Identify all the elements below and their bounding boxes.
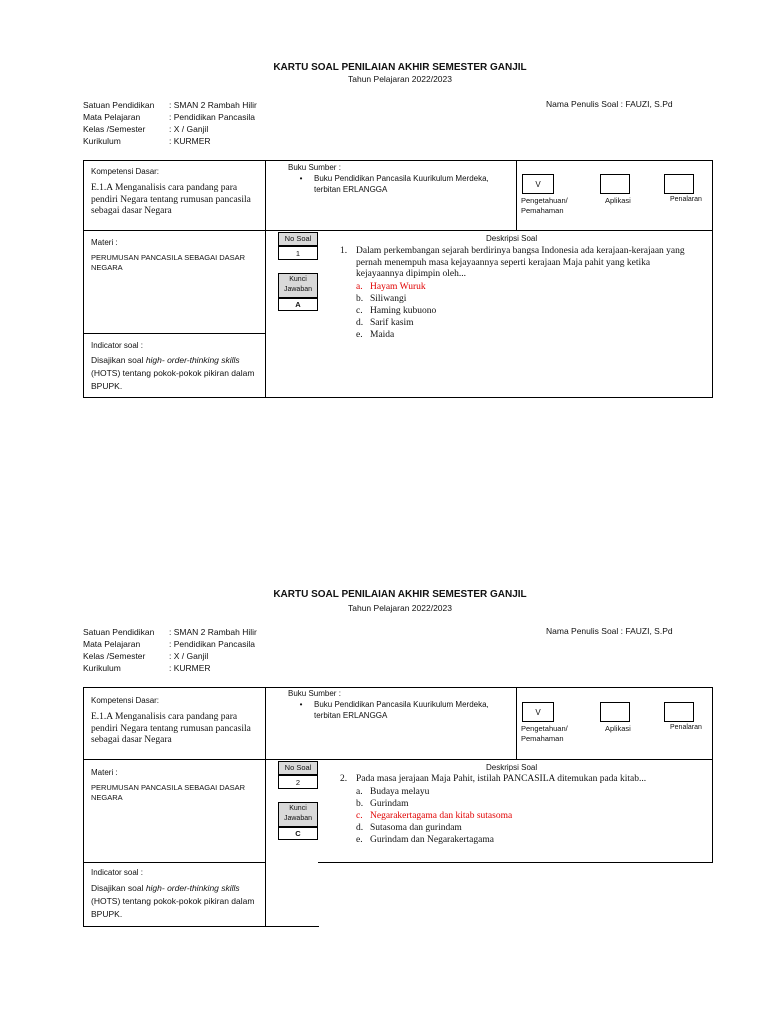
meta-value: : SMAN 2 Rambah Hilir xyxy=(169,100,257,110)
table-divider xyxy=(83,687,713,688)
meta-value: : X / Ganjil xyxy=(169,651,209,661)
deskripsi-label: Deskripsi Soal xyxy=(486,234,538,243)
materi-label: Materi : xyxy=(91,238,118,247)
no-soal-label: No Soal xyxy=(278,761,318,775)
meta-label: Satuan Pendidikan xyxy=(83,627,155,637)
meta-value: : KURMER xyxy=(169,663,211,673)
author-name: Nama Penulis Soal : FAUZI, S.Pd xyxy=(546,99,673,109)
buku-label: Buku Sumber : xyxy=(288,689,341,698)
deskripsi-label: Deskripsi Soal xyxy=(486,763,538,772)
meta-value: : SMAN 2 Rambah Hilir xyxy=(169,627,257,637)
table-divider xyxy=(83,926,319,927)
buku-cell xyxy=(288,689,513,721)
table-divider xyxy=(318,862,713,863)
option-a: a. Budaya melayu xyxy=(356,786,430,797)
level-label-penalaran: Penalaran xyxy=(670,196,702,203)
level-checkbox-penalaran[interactable] xyxy=(664,702,694,722)
level-label-aplikasi: Aplikasi xyxy=(605,724,631,733)
card-year: Tahun Pelajaran 2022/2023 xyxy=(348,603,452,613)
option-e: e. Maida xyxy=(356,329,395,340)
card-title: KARTU SOAL PENILAIAN AKHIR SEMESTER GANJIL xyxy=(273,589,527,600)
question-number: 2. xyxy=(340,774,348,784)
question-block xyxy=(340,246,708,341)
meta-label: Kurikulum xyxy=(83,663,121,673)
table-divider xyxy=(83,230,713,231)
meta-label: Kelas /Semester xyxy=(83,651,146,661)
level-checkbox-pengetahuan[interactable] xyxy=(522,174,554,194)
card-title: KARTU SOAL PENILAIAN AKHIR SEMESTER GANJIL xyxy=(273,62,527,73)
meta-value: : Pendidikan Pancasila xyxy=(169,112,256,122)
indicator-text: Disajikan soal high- order-thinking skills (HOTS) tentang pokok-pokok pikiran dalam BPUPK. xyxy=(91,883,255,919)
indicator-label: Indicator soal : xyxy=(91,341,144,350)
materi-text: PERUMUSAN PANCASILA SEBAGAI DASAR NEGARA xyxy=(91,783,246,802)
kunci-value: A xyxy=(278,298,318,311)
table-divider xyxy=(83,687,84,926)
option-b: b. Siliwangi xyxy=(356,293,407,304)
author-name: Nama Penulis Soal : FAUZI, S.Pd xyxy=(546,626,673,636)
table-divider xyxy=(265,687,266,926)
option-d: d. Sarif kasim xyxy=(356,317,414,328)
level-label-aplikasi: Aplikasi xyxy=(605,196,631,205)
kd-cell xyxy=(91,696,261,747)
card-meta xyxy=(83,626,257,674)
materi-cell xyxy=(91,768,261,803)
indicator-cell xyxy=(91,868,261,921)
kunci-label: Kunci Jawaban xyxy=(278,802,318,827)
option-c: c. Haming kubuono xyxy=(356,305,437,316)
indicator-cell xyxy=(91,341,261,393)
bullet-icon: • xyxy=(299,174,303,183)
materi-text: PERUMUSAN PANCASILA SEBAGAI DASAR NEGARA xyxy=(91,253,246,272)
kunci-value: C xyxy=(278,827,318,840)
kd-text: E.1.A Menganalisis cara pandang para pendiri Negara tentang rumusan pancasila sebagai dasar Negara xyxy=(91,183,251,216)
question-number: 1. xyxy=(340,246,348,256)
question-card-2 xyxy=(0,527,768,927)
question-text: Pada masa jerajaan Maja Pahit, istilah PANCASILA ditemukan pada kitab... xyxy=(356,774,647,784)
no-soal-value: 2 xyxy=(278,775,318,789)
level-label-pengetahuan: Pengetahuan/ Pemahaman xyxy=(521,724,568,743)
table-divider xyxy=(712,687,713,862)
buku-cell xyxy=(288,163,513,195)
card-year: Tahun Pelajaran 2022/2023 xyxy=(348,74,452,84)
level-checkbox-aplikasi[interactable] xyxy=(600,702,630,722)
question-card-1 xyxy=(0,0,768,400)
table-divider xyxy=(83,862,266,863)
meta-value: : X / Ganjil xyxy=(169,124,209,134)
question-text: Dalam perkembangan sejarah berdirinya bangsa Indonesia ada kerajaan-kerajaan yang pernah menempuh masa kejayaannya seperti kerajaan Maja pahit yang ketika kejayaannya dipimpin oleh... xyxy=(356,246,685,279)
level-label-penalaran: Penalaran xyxy=(670,724,702,731)
option-b: b. Gurindam xyxy=(356,798,409,809)
option-a: a. Hayam Wuruk xyxy=(356,281,426,292)
no-soal-value: 1 xyxy=(278,246,318,260)
table-divider xyxy=(265,160,266,398)
meta-label: Satuan Pendidikan xyxy=(83,100,155,110)
option-e: e. Gurindam dan Negarakertagama xyxy=(356,834,494,845)
materi-cell xyxy=(91,238,261,273)
card-meta xyxy=(83,99,257,147)
indicator-text: Disajikan soal high- order-thinking skills (HOTS) tentang pokok-pokok pikiran dalam BPUPK. xyxy=(91,355,255,391)
buku-label: Buku Sumber : xyxy=(288,163,341,172)
meta-label: Mata Pelajaran xyxy=(83,639,141,649)
kd-label: Kompetensi Dasar: xyxy=(91,696,160,705)
option-c: c. Negarakertagama dan kitab sutasoma xyxy=(356,810,513,821)
table-divider xyxy=(83,333,266,334)
level-checkbox-pengetahuan[interactable] xyxy=(522,702,554,722)
no-soal-label: No Soal xyxy=(278,232,318,246)
table-divider xyxy=(516,160,517,230)
bullet-icon: • xyxy=(299,700,303,709)
meta-label: Kelas /Semester xyxy=(83,124,146,134)
indicator-label: Indicator soal : xyxy=(91,868,144,877)
table-divider xyxy=(516,687,517,759)
materi-label: Materi : xyxy=(91,768,118,777)
meta-value: : KURMER xyxy=(169,136,211,146)
meta-value: : Pendidikan Pancasila xyxy=(169,639,256,649)
meta-label: Mata Pelajaran xyxy=(83,112,141,122)
buku-item: Buku Pendidikan Pancasila Kuurikulum Merdeka, terbitan ERLANGGA xyxy=(314,174,489,194)
table-divider xyxy=(83,759,713,760)
meta-label: Kurikulum xyxy=(83,136,121,146)
check-mark: V xyxy=(535,708,541,717)
buku-item: Buku Pendidikan Pancasila Kuurikulum Merdeka, terbitan ERLANGGA xyxy=(314,700,489,720)
kd-text: E.1.A Menganalisis cara pandang para pendiri Negara tentang rumusan pancasila sebagai dasar Negara xyxy=(91,712,251,745)
check-mark: V xyxy=(535,180,541,189)
kd-label: Kompetensi Dasar: xyxy=(91,167,160,176)
level-checkbox-aplikasi[interactable] xyxy=(600,174,630,194)
level-label-pengetahuan: Pengetahuan/ Pemahaman xyxy=(521,196,568,215)
option-d: d. Sutasoma dan gurindam xyxy=(356,822,462,833)
kd-cell xyxy=(91,167,261,218)
kunci-label: Kunci Jawaban xyxy=(278,273,318,298)
question-block xyxy=(340,774,708,846)
level-checkbox-penalaran[interactable] xyxy=(664,174,694,194)
